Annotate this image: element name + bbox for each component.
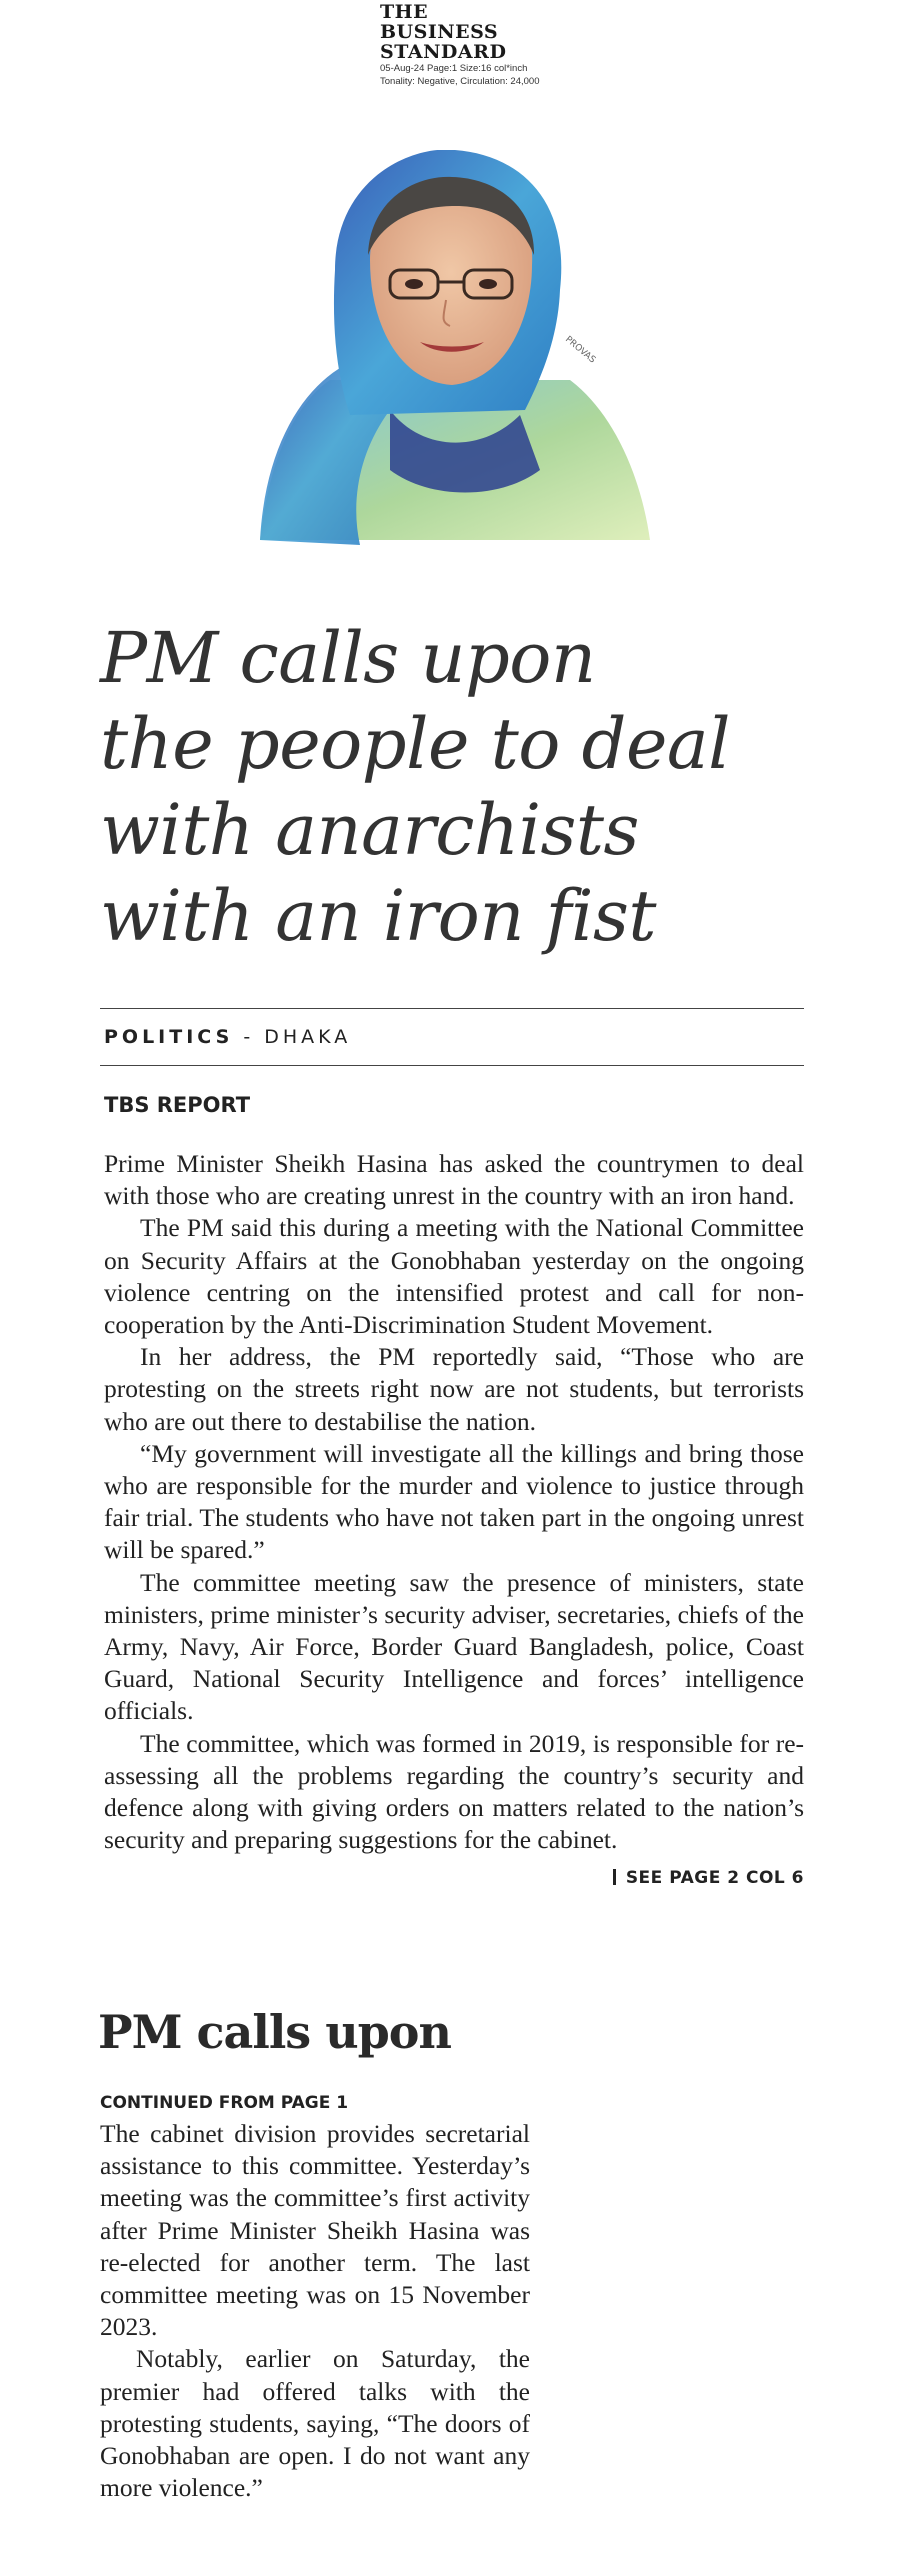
jump-reference xyxy=(577,1862,804,1894)
section-separator: - xyxy=(243,1026,255,1048)
masthead-line-1: THE xyxy=(380,1,429,23)
article-body xyxy=(104,1148,804,1895)
section-location: DHAKA xyxy=(264,1026,352,1048)
masthead-line-2: BUSINESS xyxy=(380,21,499,43)
article-paragraph: Prime Minister Sheikh Hasina has asked the countrymen to deal with those who are creating unrest in the country with an iron hand. xyxy=(104,1149,804,1211)
portrait-signature: PROVAS xyxy=(563,334,598,366)
article-paragraph-text: The committee, which was formed in 2019, is responsible for re-assessing all the problems regarding the country’s security and defence along with giving orders on matters related to the nation’s security and preparing suggestions for the cabinet. xyxy=(104,1728,804,1855)
headline xyxy=(100,615,820,959)
jump-bar-icon xyxy=(613,1869,616,1885)
continuation-paragraph: Notably, earlier on Saturday, the premier had offered talks with the protesting students, saying, “The doors of Gonobhaban are open. I do not want any more violence.” xyxy=(100,2344,530,2503)
clipping-meta-tonality: Tonality: Negative, Circulation: 24,000 xyxy=(380,76,540,87)
article-paragraph: “My government will investigate all the killings and bring those who are responsible for the murder and violence to justice through fair trial. The students who have not taken part in the ongoing unrest will be spared.” xyxy=(104,1438,804,1565)
article-paragraph: The committee meeting saw the presence of ministers, state ministers, prime minister’s security adviser, secretaries, chiefs of the Army, Navy, Air Force, Border Guard Bangladesh, police, Coast Guard, National Security Intelligence and forces’ intelligence officials. xyxy=(104,1567,804,1726)
section-category: POLITICS xyxy=(104,1026,234,1048)
masthead xyxy=(380,2,560,88)
article-paragraph-last xyxy=(104,1728,804,1889)
masthead-line-3: STANDARD xyxy=(380,41,507,63)
section-tag xyxy=(104,1026,351,1048)
article-paragraph: The PM said this during a meeting with the National Committee on Security Affairs at the Gonobhaban yesterday on the ongoing violence centring on the intensified protest and call for non-cooperation by the Anti-Discrimination Student Movement. xyxy=(104,1213,804,1340)
clipping-meta-page: 05-Aug-24 Page:1 Size:16 col*inch xyxy=(380,63,528,74)
continuation-body xyxy=(100,2118,530,2504)
article-paragraph: In her address, the PM reportedly said, “Those who are protesting on the streets right now are not students, but terrorists who are out there to destabilise the nation. xyxy=(104,1342,804,1436)
portrait-illustration-icon xyxy=(240,150,660,550)
continuation-headline: PM calls upon xyxy=(98,2005,451,2059)
headline-line-4: with an iron fist xyxy=(100,875,657,957)
continuation-paragraph: The cabinet division provides secretarial assistance to this committee. Yesterday’s meeting was the committee’s first activity after Prime Minister Sheikh Hasina was re-elected for another term. The last committee meeting was on 15 November 2023. xyxy=(100,2119,530,2342)
continuation-label: CONTINUED FROM PAGE 1 xyxy=(100,2093,349,2113)
divider-top xyxy=(100,1008,804,1009)
jump-text: SEE PAGE 2 COL 6 xyxy=(625,1868,804,1889)
headline-line-1: PM calls upon xyxy=(100,617,596,699)
headline-line-3: with anarchists xyxy=(100,789,639,871)
headline-line-2: the people to deal xyxy=(100,703,731,785)
byline: TBS REPORT xyxy=(104,1093,251,1117)
divider-bottom xyxy=(100,1065,804,1066)
